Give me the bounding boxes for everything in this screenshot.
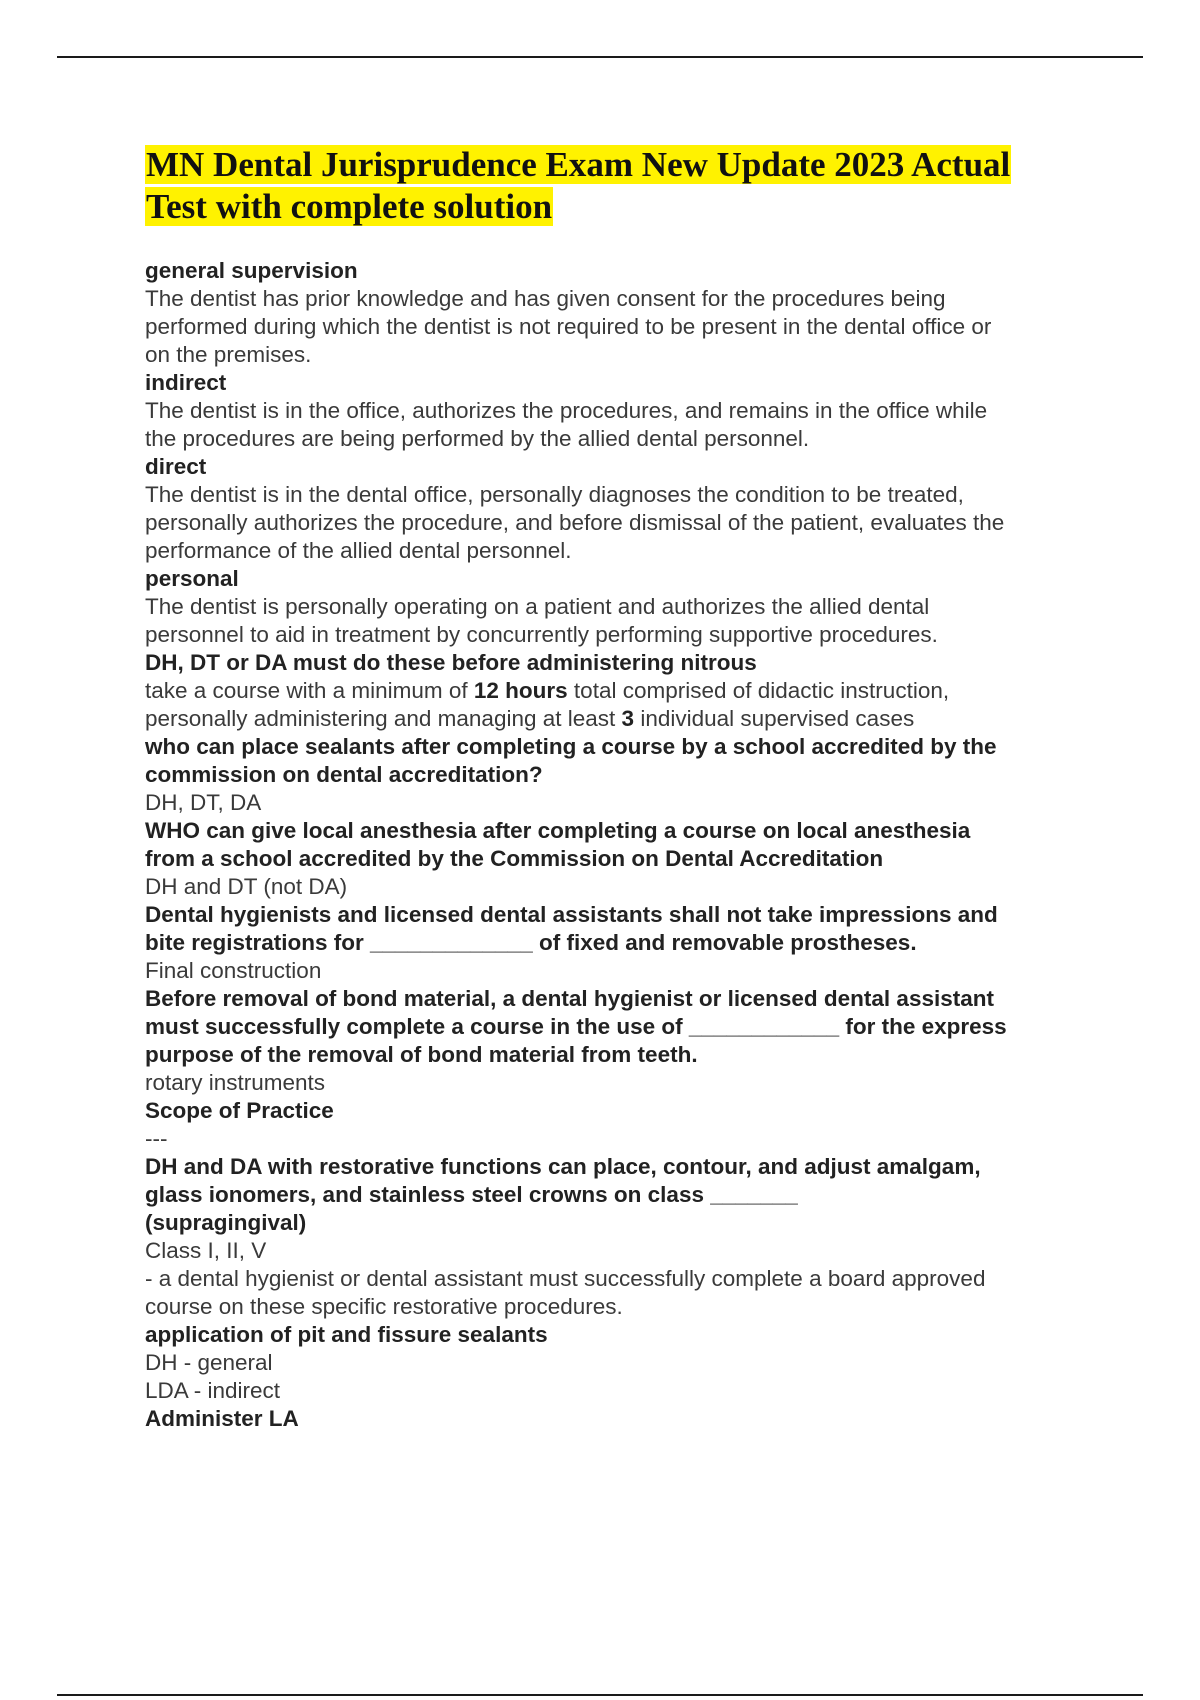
definition-line: personnel to aid in treatment by concurrently performing supportive procedures.	[145, 622, 938, 647]
question-administer-la: Administer LA	[145, 1406, 299, 1431]
term-personal: personal	[145, 566, 239, 591]
term-general-supervision: general supervision	[145, 258, 358, 283]
question-restorative: glass ionomers, and stainless steel crowns on class _______	[145, 1182, 798, 1207]
flashcard-content	[145, 257, 1080, 1433]
emphasis-count: 3	[621, 706, 635, 731]
question-impressions: Dental hygienists and licensed dental assistants shall not take impressions and	[145, 902, 998, 927]
bottom-divider	[57, 1694, 1143, 1696]
answer-scope: ---	[145, 1126, 168, 1151]
question-pit-fissure-sealants: application of pit and fissure sealants	[145, 1322, 548, 1347]
answer-text: total comprised of didactic instruction,	[567, 678, 950, 703]
question-bond-removal: purpose of the removal of bond material from teeth.	[145, 1042, 698, 1067]
answer-restorative: Class I, II, V	[145, 1238, 267, 1263]
term-direct: direct	[145, 454, 207, 479]
definition-line: performance of the allied dental personnel.	[145, 538, 572, 563]
title-line-1: MN Dental Jurisprudence Exam New Update 2023 Actual	[146, 145, 1011, 184]
emphasis-hours: 12 hours	[473, 678, 568, 703]
definition-line: The dentist is in the dental office, personally diagnoses the condition to be treated,	[145, 482, 964, 507]
question-restorative: DH and DA with restorative functions can place, contour, and adjust amalgam,	[145, 1154, 981, 1179]
question-bond-removal: must successfully complete a course in the use of ____________ for the express	[145, 1014, 1007, 1039]
definition-line: personally authorizes the procedure, and before dismissal of the patient, evaluates the	[145, 510, 1005, 535]
question-anesthesia: WHO can give local anesthesia after completing a course on local anesthesia	[145, 818, 971, 843]
question-sealants: who can place sealants after completing a course by a school accredited by the	[145, 734, 997, 759]
definition-line: The dentist is in the office, authorizes the procedures, and remains in the office while	[145, 398, 988, 423]
definition-line: The dentist is personally operating on a patient and authorizes the allied dental	[145, 594, 930, 619]
answer-sealants: DH, DT, DA	[145, 790, 262, 815]
answer-restorative: - a dental hygienist or dental assistant must successfully complete a board approved	[145, 1266, 986, 1291]
answer-pit-fissure: DH - general	[145, 1350, 273, 1375]
answer-text: take a course with a minimum of	[145, 678, 474, 703]
title-line-2: Test with complete solution	[146, 187, 553, 226]
definition-line: performed during which the dentist is not required to be present in the dental office or	[145, 314, 992, 339]
heading-scope-of-practice: Scope of Practice	[145, 1098, 334, 1123]
question-anesthesia: from a school accredited by the Commission on Dental Accreditation	[145, 846, 884, 871]
title-highlight	[145, 145, 1011, 226]
answer-text: personally administering and managing at least	[145, 706, 622, 731]
question-impressions: bite registrations for _____________ of fixed and removable prostheses.	[145, 930, 917, 955]
question-bond-removal: Before removal of bond material, a dental hygienist or licensed dental assistant	[145, 986, 994, 1011]
answer-anesthesia: DH and DT (not DA)	[145, 874, 348, 899]
answer-restorative: course on these specific restorative procedures.	[145, 1294, 623, 1319]
definition-line: the procedures are being performed by the allied dental personnel.	[145, 426, 810, 451]
answer-nitrous-line-2	[145, 705, 1080, 733]
question-sealants: commission on dental accreditation?	[145, 762, 543, 787]
definition-line: The dentist has prior knowledge and has given consent for the procedures being	[145, 286, 946, 311]
term-indirect: indirect	[145, 370, 227, 395]
document-title	[145, 144, 1075, 228]
answer-nitrous-line-1	[145, 677, 1080, 705]
top-divider	[57, 56, 1143, 58]
question-restorative: (supragingival)	[145, 1210, 307, 1235]
answer-impressions: Final construction	[145, 958, 322, 983]
answer-text: individual supervised cases	[634, 706, 915, 731]
answer-bond-removal: rotary instruments	[145, 1070, 326, 1095]
question-nitrous: DH, DT or DA must do these before administering nitrous	[145, 650, 757, 675]
definition-line: on the premises.	[145, 342, 312, 367]
answer-pit-fissure: LDA - indirect	[145, 1378, 281, 1403]
